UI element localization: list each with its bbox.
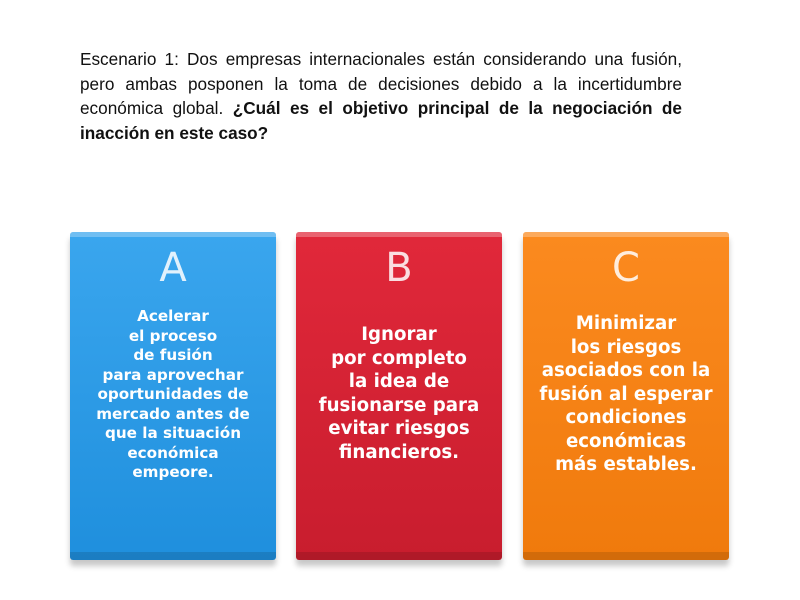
option-a-letter: A <box>159 245 187 291</box>
question-text <box>80 47 682 145</box>
option-c-letter: C <box>612 245 640 291</box>
card-bottom-shade <box>523 552 729 560</box>
option-a-card[interactable] <box>70 232 276 560</box>
card-bottom-shade <box>70 552 276 560</box>
option-b-text: Ignorar por completo la idea de fusionarse para evitar riesgos financieros. <box>318 324 480 463</box>
option-c-text: Minimizar los riesgos asociados con la fusión al esperar condiciones económicas más estables. <box>539 313 713 475</box>
card-top-highlight <box>70 232 276 237</box>
card-bottom-shade <box>296 552 502 560</box>
scenario-text: Escenario 1: Dos empresas internacionales están considerando una fusión, pero ambas posponen la toma de decisiones debido a la incertidumbre económica global. <box>80 49 682 118</box>
option-b-letter: B <box>385 245 413 291</box>
question-prompt: ¿Cuál es el objetivo principal de la negociación de inacción en este caso? <box>80 98 682 143</box>
option-b-card[interactable] <box>296 232 502 560</box>
option-c-card[interactable] <box>523 232 729 560</box>
card-top-highlight <box>296 232 502 237</box>
card-top-highlight <box>523 232 729 237</box>
option-a-text: Acelerar el proceso de fusión para aprovechar oportunidades de mercado antes de que la situación económica empeore. <box>96 307 250 481</box>
